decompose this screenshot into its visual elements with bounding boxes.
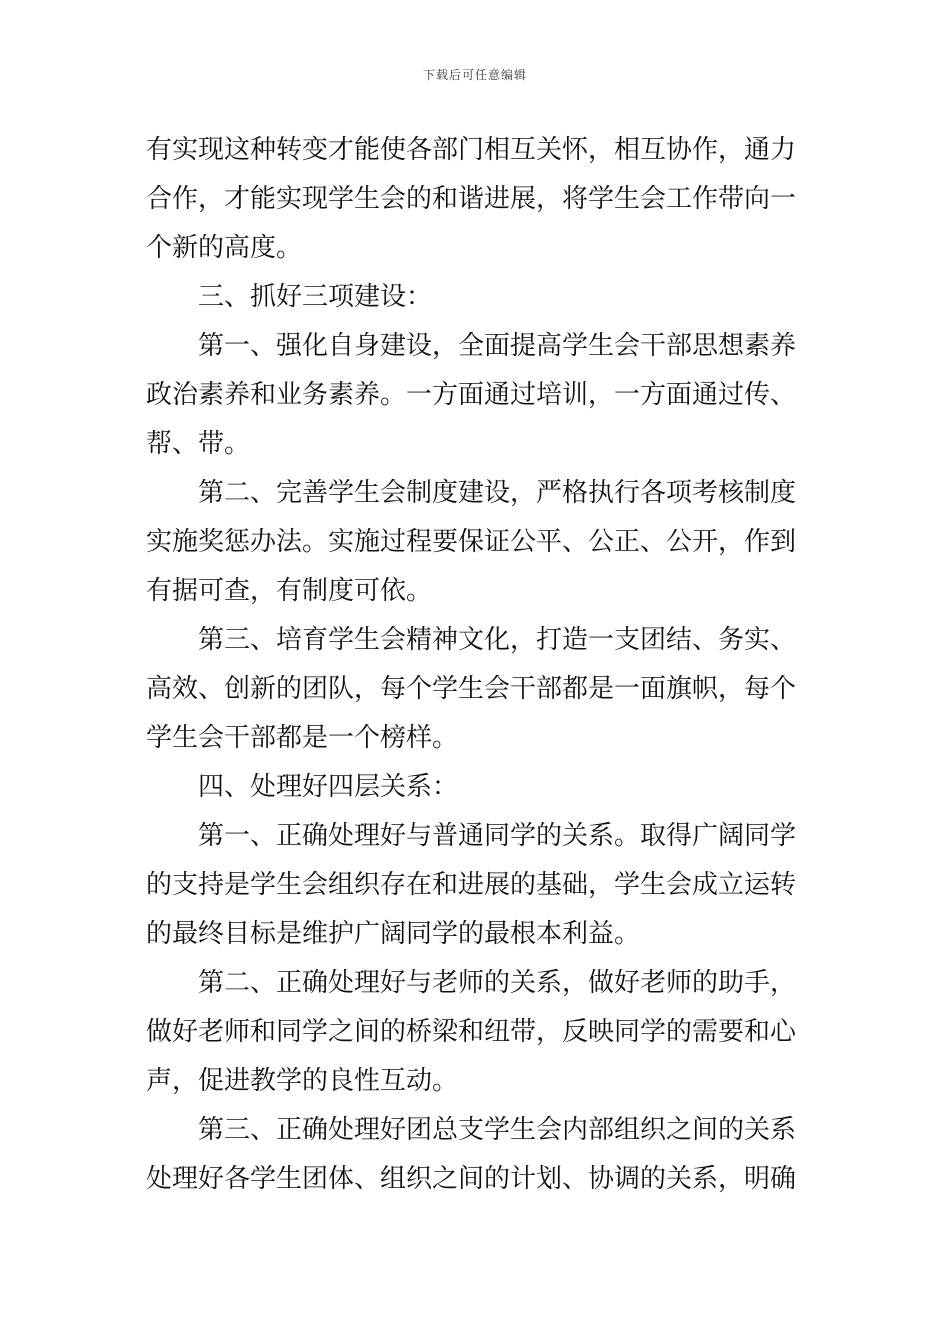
paragraph-start-line: 第一、正确处理好与普通同学的关系。取得广阔同学 — [198, 821, 797, 851]
section-heading: 四、处理好四层关系： — [198, 772, 459, 802]
document-body — [146, 126, 810, 1204]
paragraph-start-line: 第三、培育学生会精神文化，打造一支团结、务实、 — [198, 625, 797, 655]
body-line: 做好老师和同学之间的桥梁和纽带，反映同学的需要和心 — [146, 1017, 797, 1047]
body-line: 的最终目标是维护广阔同学的最根本利益。 — [146, 919, 641, 949]
body-line: 帮、带。 — [146, 429, 251, 459]
body-line: 个新的高度。 — [146, 233, 303, 263]
body-line: 声，促进教学的良性互动。 — [146, 1066, 459, 1096]
paragraph-start-line: 第一、强化自身建设，全面提高学生会干部思想素养 — [198, 331, 797, 361]
body-line: 有据可查，有制度可依。 — [146, 576, 433, 606]
body-line: 政治素养和业务素养。一方面通过培训，一方面通过传、 — [146, 380, 797, 410]
body-line: 实施奖惩办法。实施过程要保证公平、公正、公开，作到 — [146, 527, 797, 557]
paragraph-start-line: 第二、完善学生会制度建设，严格执行各项考核制度 — [198, 478, 797, 508]
section-heading: 三、抓好三项建设： — [198, 282, 433, 312]
body-line: 合作，才能实现学生会的和谐进展，将学生会工作带向一 — [146, 184, 797, 214]
body-line: 高效、创新的团队，每个学生会干部都是一面旗帜，每个 — [146, 674, 797, 704]
body-line: 处理好各学生团体、组织之间的计划、协调的关系，明确 — [146, 1164, 797, 1194]
paragraph-start-line: 第三、正确处理好团总支学生会内部组织之间的关系 — [198, 1115, 797, 1145]
page-header: 下载后可任意编辑 — [422, 68, 527, 82]
body-line: 的支持是学生会组织存在和进展的基础，学生会成立运转 — [146, 870, 797, 900]
body-line: 有实现这种转变才能使各部门相互关怀，相互协作，通力 — [146, 135, 797, 165]
body-line: 学生会干部都是一个榜样。 — [146, 723, 459, 753]
paragraph-start-line: 第二、正确处理好与老师的关系，做好老师的助手， — [198, 968, 797, 998]
